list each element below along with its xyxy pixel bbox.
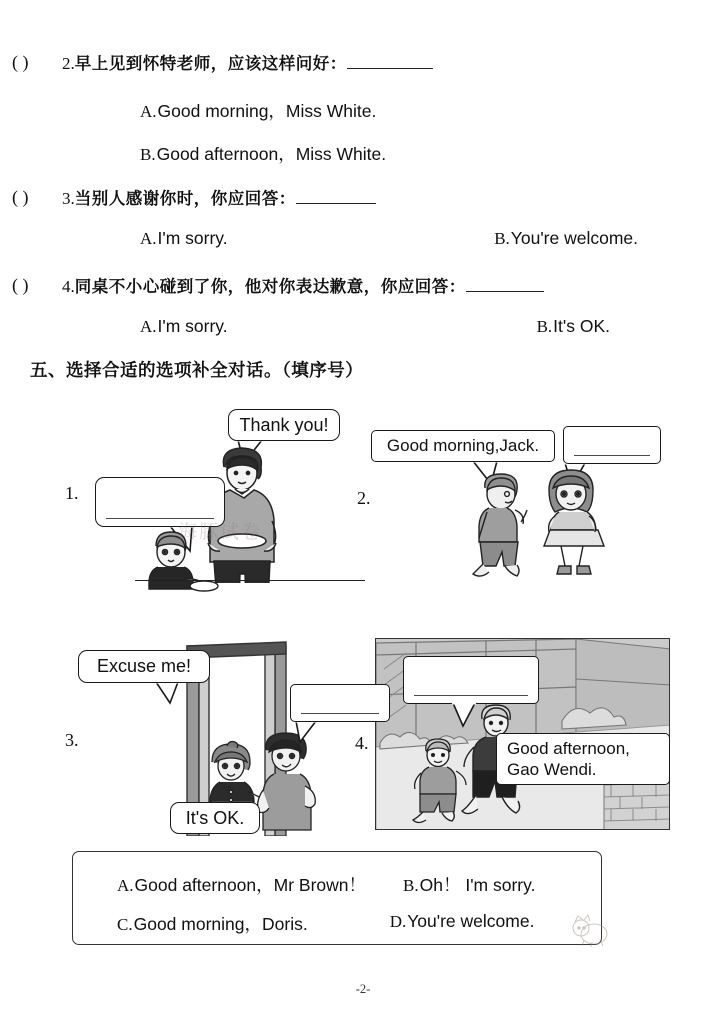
- panel-number-1: 1.: [65, 483, 79, 503]
- option-q2-a[interactable]: [140, 101, 376, 122]
- option-text-q4-b: It's OK.: [553, 316, 610, 336]
- panel-3-boy-illustration: [250, 730, 332, 832]
- answer-bank-text-b: Oh！ I'm sorry.: [419, 875, 536, 895]
- blank-line-q2[interactable]: [347, 52, 433, 69]
- option-letter-q4-a: A.: [140, 317, 157, 336]
- option-row-q2-b: [140, 144, 386, 165]
- answer-bank-row-1: [73, 872, 601, 897]
- answer-bank-box: [72, 851, 602, 945]
- dialogue-panel-2: [355, 420, 675, 590]
- speech-bubble-thank-you: Thank you!: [228, 409, 340, 441]
- question-row-3: [0, 187, 726, 209]
- speech-bubble-excuse-me: Excuse me!: [78, 650, 210, 683]
- answer-bank-letter-c: C.: [117, 915, 133, 934]
- answer-bubble-2-line: [574, 455, 650, 456]
- question-text-q4: [62, 275, 544, 297]
- option-text-q3-b: You're welcome.: [510, 228, 638, 248]
- dialogue-panel-1: [60, 405, 360, 590]
- speech-bubble-good-afternoon-gao-wendi: Good afternoon, Gao Wendi.: [496, 733, 670, 785]
- question-number-q2: 2.: [62, 53, 75, 73]
- answer-bank-option-d[interactable]: [390, 911, 535, 936]
- question-text-q3: [62, 187, 376, 209]
- panel-number-3: 3.: [65, 730, 79, 750]
- answer-bracket-q2[interactable]: ( ): [12, 52, 29, 72]
- option-text-q4-a: I'm sorry.: [157, 316, 228, 336]
- answer-bracket-q4[interactable]: ( ): [12, 275, 29, 295]
- question-prompt-q2: 早上见到怀特老师，应该这样问好：: [74, 53, 347, 73]
- answer-bubble-3-line: [301, 713, 379, 714]
- watermark-panel-1: 海豚试卷: [178, 521, 263, 543]
- question-text-q2: [62, 52, 433, 74]
- section-five-heading: 五、选择合适的选项补全对话。（填序号）: [30, 361, 364, 381]
- answer-bank-letter-d: D.: [389, 912, 407, 931]
- panel-number-4: 4.: [355, 733, 369, 753]
- option-q4-a[interactable]: [140, 316, 228, 337]
- question-number-q3: 3.: [62, 188, 75, 208]
- option-letter-q2-b: B.: [140, 145, 156, 164]
- question-row-4: [0, 275, 726, 297]
- answer-bubble-4[interactable]: [403, 656, 539, 704]
- option-q3-b[interactable]: [494, 228, 638, 249]
- option-letter-q3-a: A.: [140, 229, 157, 248]
- blank-line-q4[interactable]: [466, 275, 544, 292]
- speech-bubble-good-morning-jack: Good morning,Jack.: [371, 430, 555, 462]
- answer-bubble-3[interactable]: [290, 684, 390, 722]
- option-row-q4: [140, 316, 610, 337]
- answer-bubble-2[interactable]: [563, 426, 661, 464]
- answer-bubble-4-line: [414, 695, 528, 696]
- dialogue-panel-4: [355, 630, 675, 840]
- answer-bank-letter-b: B.: [403, 876, 419, 895]
- dialogue-panel-3: [60, 638, 360, 838]
- option-row-q3: [140, 228, 660, 249]
- option-q2-b[interactable]: [140, 144, 386, 165]
- answer-bank-text-c: Good morning，Doris.: [133, 914, 308, 934]
- panel-2-girl-illustration: [533, 468, 615, 583]
- option-row-q2-a: [140, 101, 376, 122]
- question-number-q4: 4.: [62, 276, 75, 296]
- option-letter-q2-a: A.: [140, 102, 157, 121]
- speech-bubble-excuse-me-tail: [154, 681, 186, 705]
- panel-1-ground-line: [135, 580, 365, 581]
- panel-number-2: 2.: [357, 488, 371, 508]
- answer-bank-text-d: You're welcome.: [407, 911, 535, 931]
- answer-bracket-q3[interactable]: ( ): [12, 187, 29, 207]
- option-letter-q4-b: B.: [536, 317, 553, 336]
- option-q4-b[interactable]: [537, 316, 610, 337]
- question-prompt-q3: 当别人感谢你时，你应回答：: [74, 188, 296, 208]
- answer-bank-option-a[interactable]: [117, 872, 366, 897]
- option-q3-a[interactable]: [140, 228, 228, 249]
- page-number: -2-: [355, 982, 371, 996]
- answer-bubble-4-tail: [451, 702, 485, 728]
- answer-bank-text-a: Good afternoon，Mr Brown！: [134, 875, 367, 895]
- option-text-q2-b: Good afternoon，Miss White.: [156, 144, 387, 164]
- panel-1-boy-illustration: [140, 530, 235, 592]
- option-letter-q3-b: B.: [494, 229, 510, 248]
- question-row-2: [0, 52, 726, 74]
- answer-bubble-1-line: [106, 518, 214, 519]
- speech-bubble-its-ok: It's OK.: [170, 802, 260, 834]
- decorative-animal-stamp: [570, 912, 614, 948]
- answer-bank-row-2: [73, 911, 601, 936]
- answer-bank-option-c[interactable]: [117, 911, 308, 936]
- answer-bank-option-b[interactable]: [403, 872, 535, 897]
- question-prompt-q4: 同桌不小心碰到了你，他对你表达歉意，你应回答：: [74, 276, 466, 296]
- blank-line-q3[interactable]: [296, 187, 376, 204]
- answer-bubble-1[interactable]: [95, 477, 225, 527]
- answer-bubble-3-tail: [292, 720, 322, 744]
- answer-bank-letter-a: A.: [117, 876, 134, 895]
- option-text-q3-a: I'm sorry.: [157, 228, 228, 248]
- option-text-q2-a: Good morning，Miss White.: [157, 101, 377, 121]
